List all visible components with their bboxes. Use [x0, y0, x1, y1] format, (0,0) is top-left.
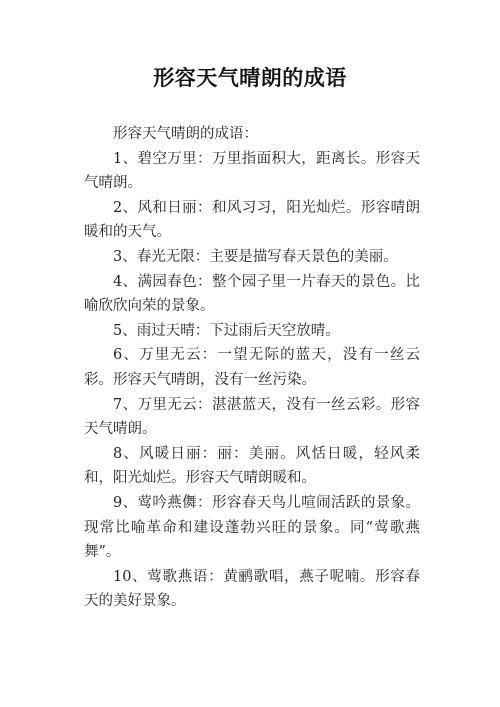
idiom-item-5: 5、雨过天晴：下过雨后天空放晴。: [113, 322, 340, 339]
idiom-item-10: 10、莺歌燕语：黄鹂歌唱，燕子呢喃。形容春天的美好景象。: [84, 568, 420, 610]
idiom-item-7: 7、万里无云：湛湛蓝天，没有一丝云彩。形容天气晴朗。: [84, 396, 420, 438]
document-body: [84, 122, 420, 614]
intro-paragraph: 形容天气晴朗的成语：: [113, 126, 258, 142]
idiom-item-1: 1、碧空万里：万里指面积大，距离长。形容天气晴朗。: [84, 150, 420, 192]
idiom-item-6: 6、万里无云：一望无际的蓝天，没有一丝云彩。形容天气晴朗，没有一丝污染。: [84, 347, 420, 388]
idiom-item-2: 2、风和日丽：和风习习，阳光灿烂。形容晴朗暖和的天气。: [84, 199, 420, 241]
idiom-item-4: 4、满园春色：整个园子里一片春天的景色。比喻欣欣向荣的景象。: [84, 273, 420, 315]
document-title: 形容天气晴朗的成语: [153, 66, 347, 90]
idiom-item-9: 9、莺吟燕儛：形容春天鸟儿喧闹活跃的景象。现常比喻革命和建设蓬勃兴旺的景象。同“莺歌燕舞”。: [84, 494, 420, 561]
idiom-item-8: 8、风暖日丽：丽：美丽。风恬日暖，轻风柔和，阳光灿烂。形容天气晴朗暖和。: [84, 445, 420, 487]
idiom-item-3: 3、春光无限：主要是描写春天景色的美丽。: [113, 248, 398, 265]
